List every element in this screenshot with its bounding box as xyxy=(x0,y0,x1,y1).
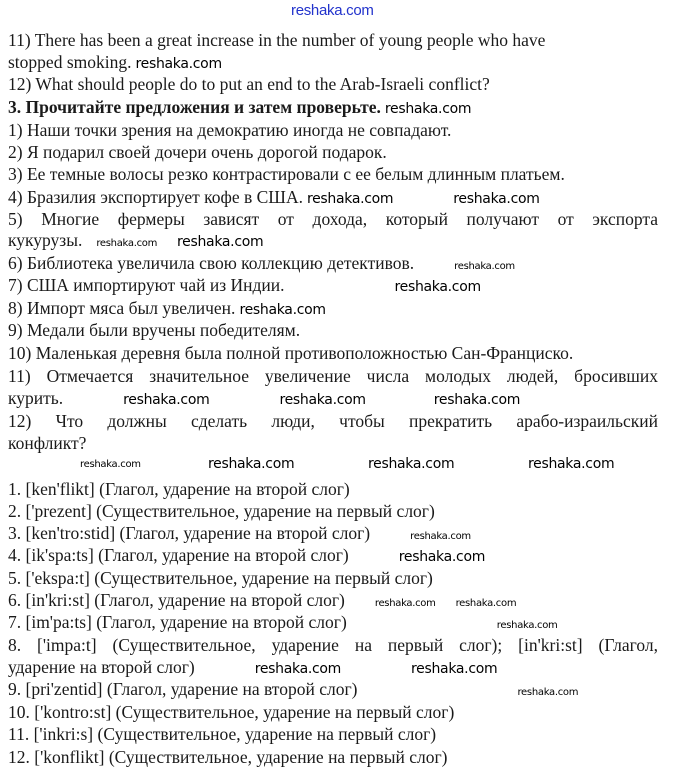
answer-line xyxy=(8,500,658,522)
line-text: 5. ['ekspa:t] (Существительное, ударение на первый слог) xyxy=(8,568,433,588)
watermark: reshaka.com xyxy=(528,456,615,472)
russian-line xyxy=(8,229,658,251)
line-text: 12. ['konflikt] (Существительное, ударение на первый слог) xyxy=(8,747,448,767)
answer-line xyxy=(8,701,658,723)
line-text: 3. Прочитайте предложения и затем проверьте. xyxy=(8,97,381,117)
watermark: reshaka.com xyxy=(254,661,342,677)
russian-line xyxy=(8,252,658,274)
line-text: 3. [ken'tro:stid] (Глагол, ударение на второй слог) xyxy=(8,523,371,543)
watermark: reshaka.com xyxy=(291,2,374,19)
watermark: reshaka.com xyxy=(135,56,222,72)
answer-line xyxy=(8,611,658,633)
answer-line xyxy=(8,522,658,544)
line-text: 4) Бразилия экспортирует кофе в США. xyxy=(8,187,303,207)
line-text: 12) What should people do to put an end to the Arab-Israeli conflict? xyxy=(8,74,490,94)
watermark: reshaka.com xyxy=(433,392,521,408)
english-line xyxy=(8,29,658,51)
russian-line xyxy=(8,119,658,141)
watermark: reshaka.com xyxy=(123,392,210,408)
line-text: stopped smoking. xyxy=(8,52,132,72)
watermark: reshaka.com xyxy=(96,238,158,249)
line-text: курить. xyxy=(8,388,64,408)
russian-line xyxy=(8,186,658,208)
russian-line xyxy=(8,432,658,454)
watermark-row xyxy=(8,456,658,474)
answer-line xyxy=(8,678,658,700)
russian-line xyxy=(8,342,658,364)
watermark: reshaka.com xyxy=(306,191,394,207)
russian-line xyxy=(8,319,658,341)
russian-line xyxy=(8,208,658,230)
watermark: reshaka.com xyxy=(177,234,264,250)
line-text: 11) Отмечается значительное увеличение числа молодых людей, бросивших xyxy=(8,366,658,386)
line-text: кукурузы. xyxy=(8,230,83,250)
watermark: reshaka.com xyxy=(208,456,295,472)
line-text: ударение на второй слог) xyxy=(8,657,195,677)
watermark: reshaka.com xyxy=(411,661,498,677)
line-text: 1) Наши точки зрения на демократию иногда не совпадают. xyxy=(8,120,452,140)
line-text: 10) Маленькая деревня была полной противоположностью Сан-Франциско. xyxy=(8,343,574,363)
answer-line xyxy=(8,589,658,611)
watermark: reshaka.com xyxy=(279,392,366,408)
russian-line xyxy=(8,274,658,296)
line-text: 2. ['prezent] (Существительное, ударение на первый слог) xyxy=(8,501,435,521)
line-text: 6. [in'kri:st] (Глагол, ударение на второй слог) xyxy=(8,590,345,610)
watermark: reshaka.com xyxy=(239,302,326,318)
watermark: reshaka.com xyxy=(394,279,481,295)
watermark: reshaka.com xyxy=(455,598,517,609)
answer-line xyxy=(8,634,658,656)
line-text: 7) США импортируют чай из Индии. xyxy=(8,275,285,295)
line-text: 5) Многие фермеры зависят от дохода, который получают от экспорта xyxy=(8,209,658,229)
line-text: 8) Импорт мяса был увеличен. xyxy=(8,298,236,318)
russian-line xyxy=(8,387,658,409)
watermark: reshaka.com xyxy=(410,531,471,542)
watermark: reshaka.com xyxy=(496,620,558,631)
line-text: 4. [ik'spa:ts] (Глагол, ударение на второй слог) xyxy=(8,545,349,565)
line-text: 12) Что должны сделать люди, чтобы прекратить арабо-израильский xyxy=(8,411,658,431)
answer-line xyxy=(8,723,658,745)
line-text: 2) Я подарил своей дочери очень дорогой подарок. xyxy=(8,142,387,162)
watermark: reshaka.com xyxy=(454,261,515,272)
watermark: reshaka.com xyxy=(517,687,579,698)
line-text: 6) Библиотека увеличила свою коллекцию детективов. xyxy=(8,253,415,273)
line-text: 10. ['kontro:st] (Существительное, ударение на первый слог) xyxy=(8,702,455,722)
answer-line xyxy=(8,746,658,767)
answer-line xyxy=(8,567,658,589)
answer-line xyxy=(8,478,658,500)
russian-line xyxy=(8,141,658,163)
watermark: reshaka.com xyxy=(374,598,436,609)
watermark: reshaka.com xyxy=(398,549,486,565)
watermark: reshaka.com xyxy=(453,191,540,207)
answer-line xyxy=(8,656,658,678)
english-line xyxy=(8,73,658,95)
russian-line xyxy=(8,163,658,185)
watermark: reshaka.com xyxy=(368,456,455,472)
task-heading xyxy=(8,96,658,118)
russian-line xyxy=(8,297,658,319)
line-text: 3) Ее темные волосы резко контрастировали с ее белым длинным платьем. xyxy=(8,164,565,184)
russian-line xyxy=(8,410,658,432)
line-text: 11. ['inkri:s] (Существительное, ударение на первый слог) xyxy=(8,724,437,744)
watermark: reshaka.com xyxy=(80,459,141,470)
line-text: 9. [pri'zentid] (Глагол, ударение на второй слог) xyxy=(8,679,358,699)
line-text: 7. [im'pa:ts] (Глагол, ударение на второй слог) xyxy=(8,612,347,632)
russian-line xyxy=(8,365,658,387)
line-text: 11) There has been a great increase in the number of young people who have xyxy=(8,30,546,50)
english-line xyxy=(8,51,658,73)
line-text: 9) Медали были вручены победителям. xyxy=(8,320,301,340)
line-text: 8. ['impa:t] (Существительное, ударение на первый слог); [in'kri:st] (Глагол, xyxy=(8,635,658,655)
watermark: reshaka.com xyxy=(384,101,472,117)
line-text: 1. [ken'flikt] (Глагол, ударение на второй слог) xyxy=(8,479,350,499)
answer-line xyxy=(8,544,658,566)
line-text: конфликт? xyxy=(8,433,87,453)
